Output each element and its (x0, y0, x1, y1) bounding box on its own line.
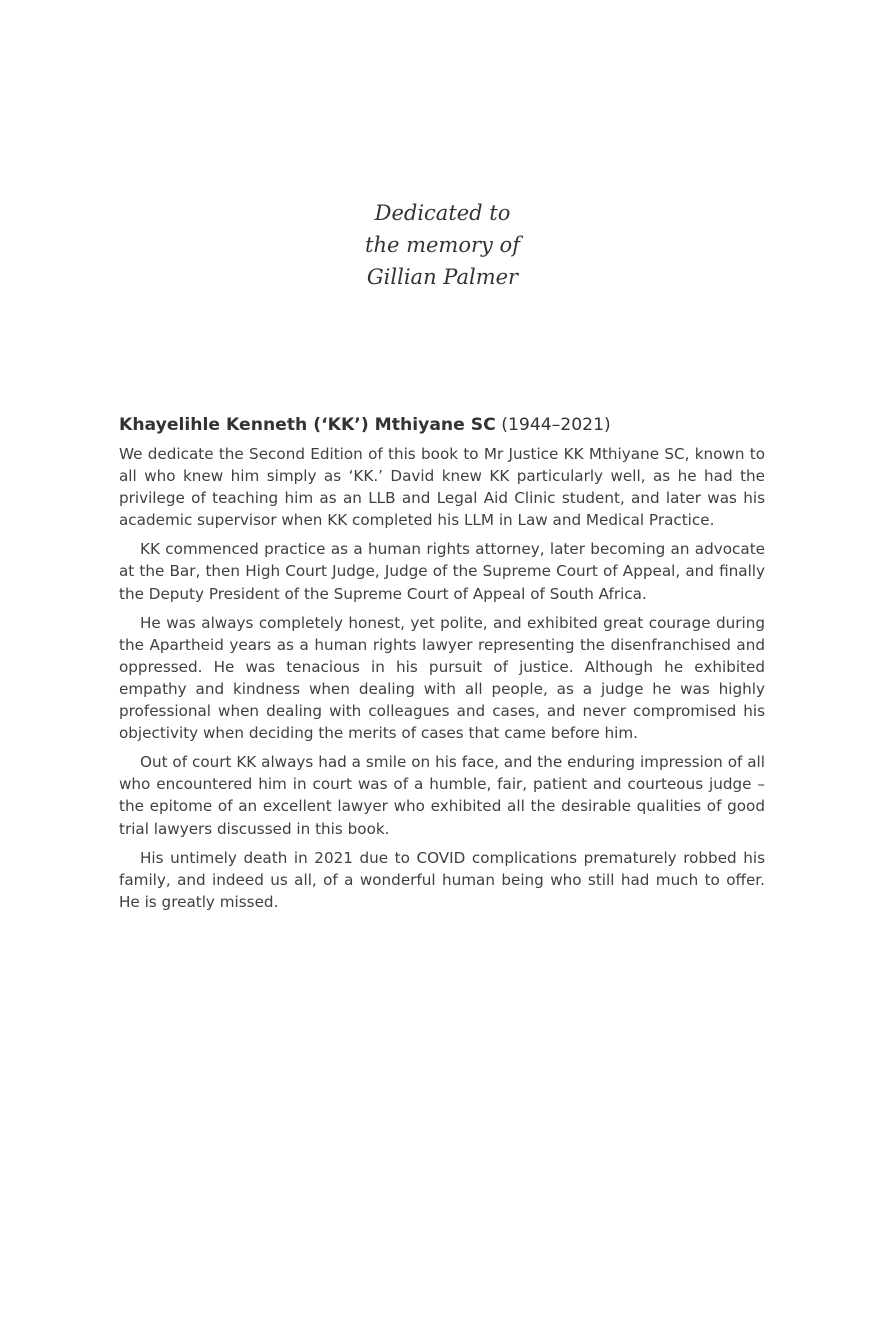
tribute-heading (119, 413, 765, 437)
dedication-line-2: the memory of (365, 233, 520, 257)
tribute-paragraph-2: KK commenced practice as a human rights attorney, later becoming an advocate at the Bar, then High Court Judge, Judge of the Supreme Court of Appeal, and finally the Deputy President of the Supreme Court of Appeal of South Africa. (119, 540, 765, 603)
dedication-line-3: Gillian Palmer (366, 265, 519, 289)
tribute-section (119, 413, 765, 920)
tribute-heading-dates: (1944–2021) (501, 415, 611, 435)
tribute-paragraph-3: He was always completely honest, yet polite, and exhibited great courage during the Apartheid years as a human rights lawyer representing the disenfranchised and oppressed. He was tenacious in his pursuit of justice. Although he exhibited empathy and kindness when dealing with all people, as a judge he was highly professional when dealing with colleagues and cases, and never compromised his objectivity when deciding the merits of cases that came before him. (119, 613, 765, 743)
tribute-paragraph-1: We dedicate the Second Edition of this book to Mr Justice KK Mthiyane SC, known to all who knew him simply as ‘KK.’ David knew KK particularly well, as he had the privilege of teaching him as an LLB and Legal Aid Clinic student, and later was his academic supervisor when KK completed his LLM in Law and Medical Practice. (119, 445, 765, 530)
tribute-paragraph-4: Out of court KK always had a smile on his face, and the enduring impression of all who encountered him in court was of a humble, fair, patient and courteous judge – the epitome of an excellent lawyer who exhibited all the desirable qualities of good trial lawyers discussed in this book. (119, 753, 765, 838)
dedication-line-1: Dedicated to (374, 201, 511, 225)
tribute-paragraph-5: His untimely death in 2021 due to COVID complications prematurely robbed his family, and indeed us all, of a wonderful human being who still had much to offer. He is greatly missed. (119, 848, 765, 911)
tribute-heading-name: Khayelihle Kenneth (‘KK’) Mthiyane SC (119, 415, 496, 435)
dedication-block (0, 197, 885, 293)
